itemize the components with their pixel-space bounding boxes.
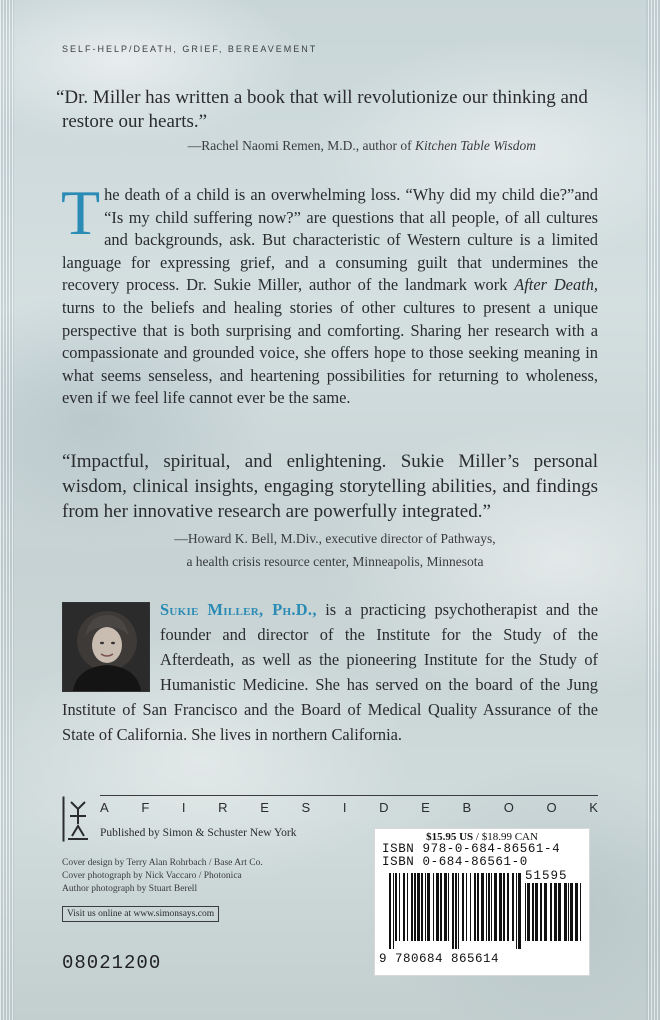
cover-credits bbox=[62, 857, 263, 896]
barcode-bar bbox=[518, 873, 521, 949]
barcode-bar bbox=[433, 873, 434, 941]
fireside-logo-icon bbox=[62, 796, 94, 842]
barcode-bar bbox=[535, 883, 538, 941]
author-bio bbox=[62, 597, 598, 747]
barcode-bar bbox=[558, 883, 561, 941]
barcode-bar bbox=[403, 873, 405, 941]
barcode-bar bbox=[444, 873, 447, 941]
endorsement-quote-1 bbox=[56, 86, 612, 134]
imprint-letter: E bbox=[421, 800, 430, 815]
barcode-bar bbox=[516, 873, 517, 949]
ean-number: 9 780684 865614 bbox=[379, 952, 500, 966]
barcode-bar bbox=[550, 883, 552, 941]
imprint-letter: S bbox=[301, 800, 311, 815]
credit-line: Cover design by Terry Alan Rohrbach / Base Art Co. bbox=[62, 858, 263, 868]
barcode-bar bbox=[440, 873, 442, 941]
imprint-letter: I bbox=[342, 800, 347, 815]
imprint-letter: F bbox=[141, 800, 150, 815]
photo-spacer bbox=[62, 597, 160, 685]
barcode-bar bbox=[466, 873, 467, 941]
barcode-bar bbox=[568, 883, 569, 941]
quote2-attribution-line2: a health crisis resource center, Minneapolis, Minnesota bbox=[186, 554, 484, 569]
barcode-bar bbox=[481, 873, 484, 941]
barcode-bar bbox=[477, 873, 479, 941]
quote1-attribution-title: Kitchen Table Wisdom bbox=[414, 138, 536, 153]
barcode-bar bbox=[389, 873, 391, 949]
barcode-label bbox=[374, 828, 590, 976]
price-can: / $18.99 CAN bbox=[473, 831, 538, 843]
isbn-13: ISBN 978-0-684-86561-4 bbox=[382, 842, 561, 856]
barcode-bar bbox=[488, 873, 490, 941]
author-name: Sukie Miller, Ph.D., bbox=[160, 600, 317, 619]
barcode-bar bbox=[570, 883, 573, 941]
barcode-bar bbox=[564, 883, 567, 941]
drop-cap: T bbox=[61, 177, 101, 248]
barcode-bar bbox=[491, 873, 492, 941]
barcode-bar bbox=[462, 873, 464, 941]
imprint-letter: E bbox=[260, 800, 269, 815]
website-box: Visit us online at www.simonsays.com bbox=[62, 906, 219, 922]
product-code: 08021200 bbox=[62, 952, 162, 974]
barcode-bar bbox=[474, 873, 476, 941]
barcode-bar bbox=[525, 883, 526, 941]
barcode-bar bbox=[421, 873, 423, 941]
barcode-bar bbox=[458, 873, 459, 949]
quote1-attribution-prefix: —Rachel Naomi Remen, M.D., author of bbox=[187, 138, 415, 153]
left-edge-decoration bbox=[0, 0, 14, 1020]
ean-barcode bbox=[389, 873, 521, 949]
barcode-bar bbox=[414, 873, 416, 941]
barcode-bar bbox=[407, 873, 408, 941]
price-addon-code: 51595 bbox=[525, 869, 568, 883]
barcode-bar bbox=[580, 883, 581, 941]
imprint-letter: R bbox=[218, 800, 228, 815]
barcode-bar bbox=[503, 873, 505, 941]
barcode-bar bbox=[399, 873, 400, 941]
endorsement-quote-2: “Impactful, spiritual, and enlightening. Sukie Miller’s personal wisdom, clinical insights, engaging storytelling abilities, and findings from her innovative research are powerfully integrated.” bbox=[62, 451, 598, 522]
barcode-bar bbox=[486, 873, 487, 941]
description-part1: he death of a child is an overwhelming loss. “Why did my child die?”and “Is my child suffering now?” are questions that all people, of all cultures and backgrounds, ask. But characteristic of Western culture is a limited language for expressing grief, and a consuming guilt that undermines the recovery process. Dr. Sukie Miller, author of the landmark work bbox=[62, 185, 598, 295]
barcode-bar bbox=[436, 873, 439, 941]
barcode-bar bbox=[532, 883, 534, 941]
barcode-bar bbox=[470, 873, 471, 941]
barcode-bar bbox=[554, 883, 557, 941]
right-edge-decoration bbox=[646, 0, 660, 1020]
barcode-bar bbox=[425, 873, 426, 941]
imprint-letter: O bbox=[546, 800, 557, 815]
quote2-attribution bbox=[120, 527, 550, 573]
imprint-rule bbox=[100, 795, 598, 796]
description-part2: turns to the beliefs and healing stories of other cultures to present a unique perspective that is both surprising and comforting. Sharing her research with a compassionate and grounded voice, she offers hope to those seeking meaning in what seems senseless, and heartening possibilities for returning to wholeness, even if we feel life cannot ever be the same. bbox=[62, 297, 598, 408]
price-us: $15.95 US bbox=[426, 831, 474, 843]
imprint-letter: A bbox=[100, 800, 109, 815]
barcode-bar bbox=[507, 873, 509, 941]
barcode-bar bbox=[527, 883, 530, 941]
barcode-bar bbox=[455, 873, 457, 949]
barcode-bar bbox=[448, 873, 449, 941]
credit-line: Author photograph by Stuart Berell bbox=[62, 884, 198, 894]
credit-line: Cover photograph by Nick Vaccaro / Photonica bbox=[62, 871, 242, 881]
barcode-bar bbox=[417, 873, 420, 941]
addon-barcode bbox=[525, 883, 581, 949]
imprint-line bbox=[100, 800, 598, 815]
imprint-letter: I bbox=[181, 800, 186, 815]
imprint-letter: D bbox=[379, 800, 389, 815]
barcode-bar bbox=[452, 873, 454, 949]
imprint-letter: B bbox=[462, 800, 472, 815]
description-book-title: After Death, bbox=[514, 275, 598, 295]
imprint-letter: O bbox=[503, 800, 514, 815]
barcode-bar bbox=[395, 873, 397, 941]
barcode-bar bbox=[540, 883, 542, 941]
quote2-attribution-line1: —Howard K. Bell, M.Div., executive director of Pathways, bbox=[174, 531, 496, 546]
barcode-bar bbox=[393, 873, 394, 949]
book-description bbox=[61, 177, 598, 410]
barcode-bar bbox=[512, 873, 514, 941]
bio-text: is a practicing psychotherapist and the founder and director of the Institute for the Study of the Afterdeath, as well as the pioneering Institute for the Study of Humanistic Medicine. She has served on the board of the Jung Institute of San Francisco and the Board of Medical Quality Assurance of the State of California. She lives in northern California. bbox=[62, 600, 599, 744]
barcode-bar bbox=[575, 883, 578, 941]
quote1-attribution bbox=[62, 138, 536, 154]
barcode-bar bbox=[411, 873, 413, 941]
barcode-bar bbox=[494, 873, 497, 941]
isbn-10: ISBN 0-684-86561-0 bbox=[382, 855, 528, 869]
barcode-bar bbox=[499, 873, 502, 941]
publisher-line: Published by Simon & Schuster New York bbox=[100, 827, 297, 839]
quote1-text: “Dr. Miller has written a book that will revolutionize our thinking and restore our hearts.” bbox=[56, 87, 588, 132]
category-label: SELF-HELP/DEATH, GRIEF, BEREAVEMENT bbox=[62, 44, 318, 54]
barcode-bar bbox=[427, 873, 430, 941]
barcode-bar bbox=[544, 883, 547, 941]
imprint-letter: K bbox=[589, 800, 598, 815]
